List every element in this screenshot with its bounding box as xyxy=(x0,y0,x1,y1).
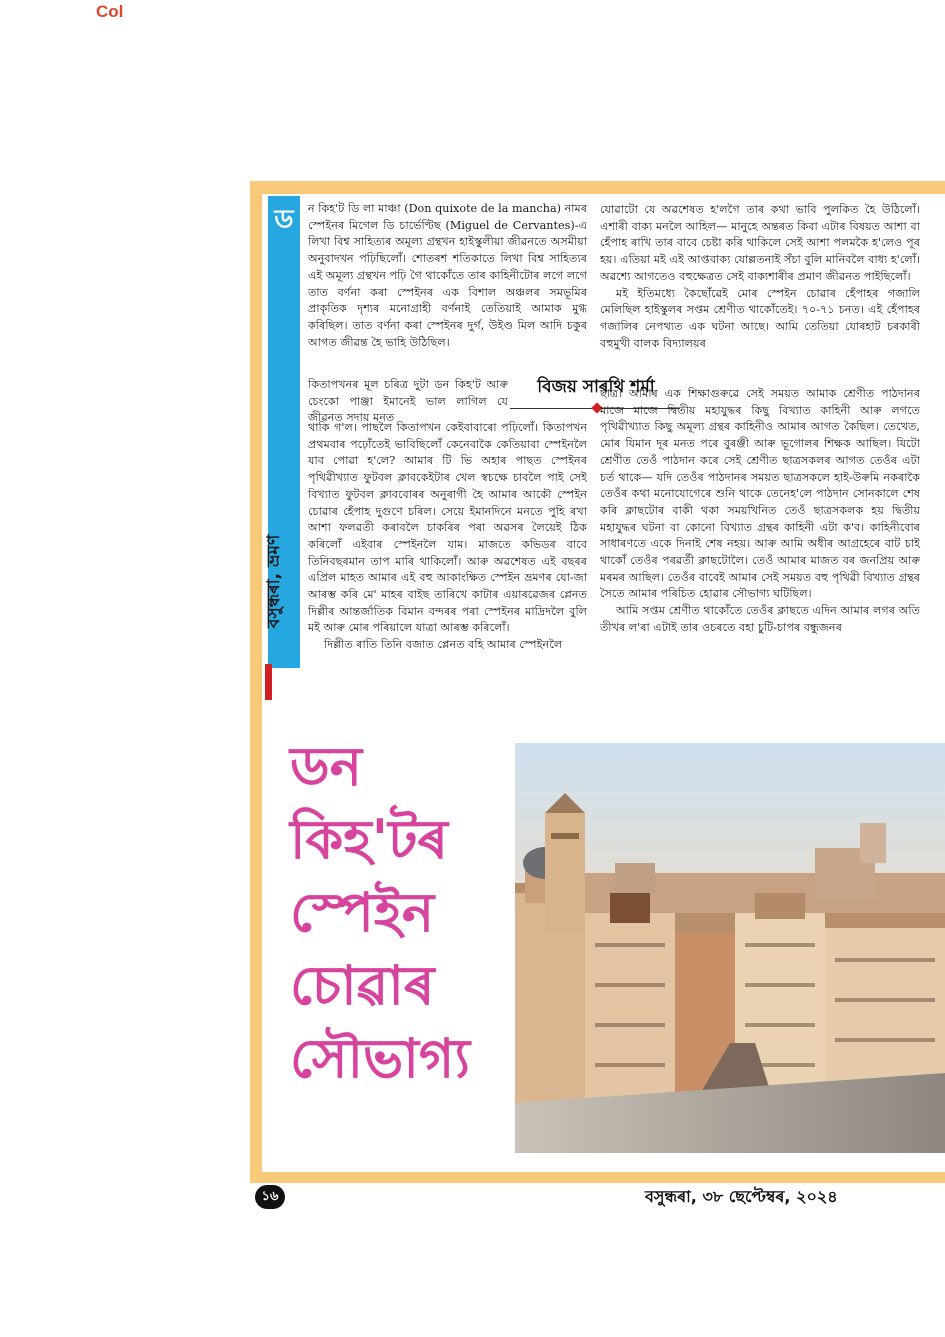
paragraph: থাকি গ'ল। পাছলৈ কিতাপখন কেইবাবাৰো পঢ়িলোঁ। কিতাপখন প্ৰথমবাৰ পঢ়োঁতেই ভাবিছিলোঁ কেনেবাকৈ কেতিয়াবা স্পেইনলৈ যাব পোৱা হ'লে? আমাৰ টি ভি অহাৰ পাছত স্পেইনৰ পৃথিৱীখ্যাত ফুটবল ক্লাবকেইটাৰ খেল স্বচক্ষে চাবলৈ পাই সেই বিখ্যাত ফুটবল ক্লাববোৰৰ অনুৰাগী হৈ আমাৰ আকৌ স্পেইন চোৱাৰ হেঁপাহ দুগুণে চৰিল। সেয়ে ইমানদিনে মনতে পুহি ৰখা আশা ফলৱতী কৰাবলৈ চাকৰিৰ পৰা অৱসৰ লৈয়েই ঠিক কৰিলোঁ এইবাৰ স্পেইনলৈ যাম। মাজতে কভিডৰ বাবে তিনিবছৰমান তাপ মাৰি থাকিলোঁ। আৰু অৱশেষত এই বছৰৰ এপ্ৰিল মাহত আমাৰ এই বহু আকাংক্ষিত স্পেইন ভ্ৰমণৰ যো-জা আৰম্ভ কৰি মে' মাহৰ বাইছ তাৰিখে কাটাৰ এয়াৰৱেজৰ প্লেনত দিল্লীৰ আন্তৰ্জাতিক বিমান বন্দৰৰ পৰা স্পেইনৰ মাদ্ৰিদলৈ বুলি মই আৰু মোৰ পৰিয়ালে যাত্ৰা আৰম্ভ কৰিলোঁ। xyxy=(308,421,587,635)
paragraph: আমি সপ্তম শ্ৰেণীত থাকোঁতে তেওঁৰ ক্লাছতে এদিন আমাৰ লগৰ অতি তীখৰ ল'ৰা এটাই তাৰ ওচৰতে বহা চুটি-চাপৰ বন্ধুজনৰ xyxy=(600,604,920,634)
publication-footer: বসুন্ধৰা, ৩৮ ছেপ্টেম্বৰ, ২০২৪ xyxy=(645,1187,838,1206)
paragraph: কিতাপখনৰ মূল চৰিত্ৰ দুটা ডন কিহ'ট আৰু চেংকো পাঞ্জা ইমানেই ভাল লাগিল যে জীৱনত সদায় মনত xyxy=(308,378,508,425)
headline-line: কিহ'টৰ xyxy=(290,808,448,871)
headline xyxy=(290,730,510,1095)
left-column-top xyxy=(308,201,587,351)
section-marker xyxy=(265,664,272,700)
right-column-bottom xyxy=(600,386,920,637)
left-column-bottom xyxy=(308,420,587,654)
headline-line: ডন xyxy=(290,735,362,798)
headline-line: সৌভাগ্য xyxy=(290,1027,470,1090)
headline-line: চোৱাৰ xyxy=(290,954,435,1017)
drop-initial: ড xyxy=(274,205,294,235)
headline-line: স্পেইন xyxy=(290,881,435,944)
right-column-top xyxy=(600,202,920,352)
corner-tag: Col xyxy=(96,2,124,21)
paragraph: মই ইতিমধ্যে কৈছোঁৱেই মোৰ স্পেইন চোৱাৰ হেঁপাহৰ গজালি মেলিছিল হাইস্কুলৰ সপ্তম শ্ৰেণীত থাকোঁতেই। ৭০-৭১ চনত। এই হেঁপাহৰ গজালিৰ নেপথ্যত এক ঘটনা আছে। আমি তেতিয়া যোৰহাট চৰকাৰী বহুমুখী বালক বিদ্যালয়ৰ xyxy=(600,286,920,350)
page-number: ১৬ xyxy=(255,1185,285,1209)
paragraph: ন কিহ'ট ডি লা মাঞ্চা (Don quixote de la mancha) নামৰ স্পেইনৰ মিগেল ডি চাৰ্ভেণ্টিছ (Miguel de Cervantes)-এ লিখা বিশ্ব সাহিত্যৰ অমূল্য গ্ৰন্থখন হাইস্কুলীয়া জীৱনতে অসমীয়া অনুবাদখন পঢ়িছিলোঁ। শোতৰশ শতিকাতে লিখা বিশ্ব সাহিত্যৰ এই অমূল্য গ্ৰন্থখন পঢ়ি গৈ থাকোঁতে তাৰ কাহিনীটোৰ লগে লগে তাত বৰ্ণনা কৰা স্পেইনৰ এক বিশাল অঞ্চলৰ সমভূমিৰ প্ৰাকৃতিক দৃশ্যৰ মনোগ্ৰাহী বৰ্ণনাই তেতিয়াই আমাক মুগ্ধ কৰিছিল। তাত বৰ্ণনা কৰা স্পেইনৰ দুৰ্গ, উইণ্ড মিল আদি চকুৰ আগত জীৱন্ত হৈ ভাহি উঠিছিল। xyxy=(308,202,587,349)
paragraph: যোৱাটো যে অৱশেষত হ'লগৈ তাৰ কথা ভাবি পুলকিত হৈ উঠিলোঁ। এশাৰী বাক্য মনলৈ আহিল— মানুহে অন্তৰত কিবা এটাৰ বিষয়ত আশা বা হেঁপাহ ৰাখি তাৰ বাবে চেষ্টা কৰি থাকিলে সেই আশা পলমকৈ হ'লেও পূৰ হয়। এতিয়া মই এই আপ্তবাক্য যোল্লতনাই সঁচা বুলি মানিবলৈ বাধ্য হ'লোঁ। অৱশ্যে আগতেও বহুক্ষেত্ৰত সেই বাক্যশাৰীৰ প্ৰমাণ জীৱনত পাইছিলোঁ। xyxy=(600,203,920,283)
paragraph: ছাত্ৰ। আমাৰ এক শিক্ষাগুৰুৱে সেই সময়ত আমাক শ্ৰেণীত পাঠদানৰ মাজে মাজে দ্বিতীয় মহাযুদ্ধৰ কিছু বিখ্যাত কাহিনী আৰু লগতে পৃথিৱীখ্যাত কিছু অমূল্য গ্ৰন্থৰ কাহিনীও আমাৰ আগত কৈছিল। তেখেত, মোৰ যিমান দূৰ মনত পৰে বুৰঞ্জী আৰু ভূগোলৰ শিক্ষক আছিল। যিটো শ্ৰেণীত তেওঁ পাঠদান কৰে সেই শ্ৰেণীত ছাত্ৰসকলৰ আগত তেওঁৰ এটা চৰ্ত থাকে— যদি তেওঁৰ পাঠদানৰ সময়ত ছাত্ৰসকলে হাই-উৰুমি নকৰাকৈ তেওঁৰ কথা মনোযোগেৰে শুনি থাকে তেনেহ'লে পাঠদান সোনকালে শেষ কৰি ক্লাছটোৰ বাকী থকা সময়খিনিত তেওঁ ছাত্ৰসকলক হয় দ্বিতীয় মহাযুদ্ধৰ ঘটনা বা কোনো বিখ্যাত গ্ৰন্থৰ কাহিনী এটা ক'ব। কাহিনীবোৰ সাধাৰণতে একে দিনাই শেষ নহয়। আৰু আমি অধীৰ আগ্ৰহেৰে বাট চাই থাকোঁ তেওঁৰ পৰৱৰ্তী ক্লাছটোলৈ। তেওঁ আমাৰ মাজত বৰ জনপ্ৰিয় আৰু মৰমৰ আছিল। তেওঁৰ বাবেই আমাৰ সেই সময়ত বহু পৃথিৱী বিখ্যাত গ্ৰন্থৰ সৈতে আমাৰ পৰিচিত হোৱাৰ সৌভাগ্য ঘটিছিল। xyxy=(600,387,920,601)
author-byline: বিজয় সাৰথি শৰ্মা xyxy=(537,377,655,397)
madrid-cityscape-photo xyxy=(515,743,945,1153)
paragraph: দিল্লীত ৰাতি তিনি বজাত প্লেনত বহি আমাৰ স্পেইনলৈ xyxy=(324,638,563,652)
